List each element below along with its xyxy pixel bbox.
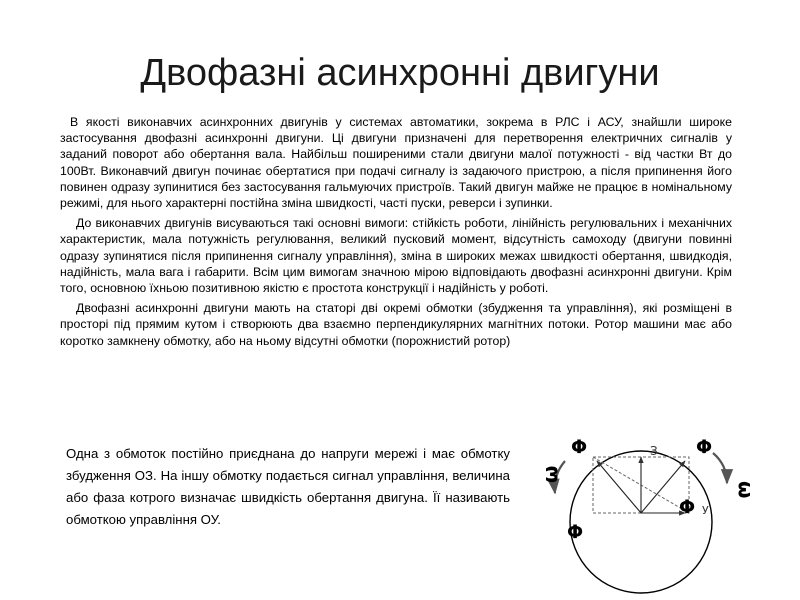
sub-ou-label: У — [702, 504, 709, 517]
phi-label-top-left: Φ — [571, 436, 588, 458]
paragraph-2: До виконавчих двигунів висуваються такі основні вимоги: стійкість роботи, лінійність регулювальних і механічних характеристик, мала потужність регулювання, великий пусковий момент, відсутність самоходу (двигуни повинні одразу зупинятися після припинення сигналу управління), зміна в широких межах швидкості обертання, швидкодія, надійність, мала вага і габарити. Всім цим вимогам значною мірою відповідають двофазні асинхронні двигуни. Крім того, основною їхньою позитивною якістю є простота конструкції і надійність у роботі. — [60, 216, 732, 296]
omega-label-left: ω — [538, 465, 562, 483]
paragraph-1: В якості виконавчих асинхронних двигунів у системах автоматики, зокрема в РЛС і АСУ, знайшли широке застосування двофазні асинхронні двигуни. Ці двигуни призначені для перетворення електричних сигналів у заданий поворот або обертання вала. Найбільш поширеними стали двигуни малої потужності - від частки Вт до 100Вт. Виконавчий двигун починає обертатися при подачі сигналу із задаючого пристрою, а після припинення його повинен одразу зупинитися без застосування гальмуючих пристроїв. Такий двигун майже не працює в номінальному режимі, для нього характерні постійна зміна швидкості, часті пуски, реверси і зупинки. — [60, 115, 732, 211]
resultant-vector-left — [597, 461, 641, 513]
paragraph-3: Двофазні асинхронні двигуни мають на статорі дві окремі обмотки (збудження та управління), які розміщені в просторі під прямим кутом і створюють два взаємно перпендикулярних магнітних потоки. Ротор машини має або коротко замкнену обмотку, або на ньому відсутні обмотки (порожнистий ротор) — [60, 301, 732, 348]
rotation-arrow-right — [713, 453, 727, 483]
winding-note: Одна з обмоток постійно приєднана до напруги мережі і має обмотку збудження ОЗ. На іншу обмотку подається сигнал управління, величина або фаза котрого визначає швидкість обертання двигуна. Її називають обмоткою управління ОУ. — [66, 446, 510, 527]
phi-label-bottom-right: Φ — [679, 496, 696, 518]
omega-label-right: ω — [734, 481, 758, 499]
body-text — [60, 114, 732, 353]
slide-title: Двофазні асинхронні двигуни — [140, 52, 660, 94]
phasor-diagram — [538, 425, 758, 595]
phi-label-top-right: Φ — [696, 436, 713, 458]
phi-label-bottom-left: Φ — [567, 521, 584, 543]
sub-oz-label: З — [650, 444, 658, 458]
